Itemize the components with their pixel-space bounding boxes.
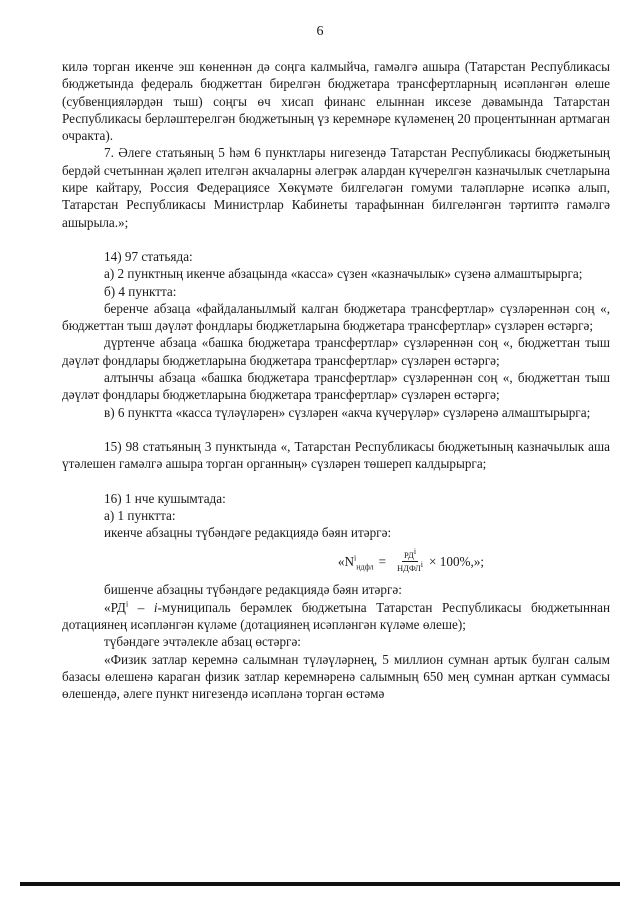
paragraph-15: «$РД^i$ – i-муниципаль берәмлек бюджетына Татарстан Республикасы бюджетыннан дотациянең исәпләнгән күләме (дотациянең исәпләнгән күләме өлеше);	[62, 599, 611, 633]
paragraph-13: икенче абзацны түбәндәге редакциядә бәян итәргә:	[104, 525, 392, 541]
paragraph-7: дүртенче абзаца «башка бюджетара трансфертлар» сүзләреннән соң «, бюджеттан тыш дәүләт фондлары бюджетларына бюджетара трансфертлар» сүзләрен өстәргә;	[62, 335, 610, 368]
paragraph-12: а) 1 пунктта:	[104, 507, 176, 523]
paragraph-4: а) 2 пунктның икенче абзацында «касса» сүзен «казначылык» сүзенә алмаштырырга;	[104, 266, 583, 282]
paragraph-11: 16) 1 нче кушымтада:	[104, 490, 226, 506]
formula-tail: × 100%,»;	[429, 553, 485, 569]
paragraph-3: 14) 97 статьяда:	[104, 248, 193, 264]
paragraph-14: бишенче абзацны түбәндәге редакциядә бәян итәргә:	[104, 582, 402, 598]
paragraph-10: 15) 98 статьяның 3 пунктында «, Татарстан Республикасы бюджетының казначылык аша үтәлешен гамәлгә ашыра торган органның» сүзләрен төшереп калдырырга;	[62, 438, 610, 472]
formula-lhs: «$N^i_{ндфл}$	[337, 553, 374, 572]
paragraph-1: килә торган икенче эш көненнән дә соңга калмыйча, гамәлгә ашыра (Татарстан Республикасы бюджетында федераль бюджеттан бирелгән бюджетара трансфертларның исәпләнгән өлеше (субвенцияләрдән тыш) соңгы өч хисап финанс елыннан иксезе дәвамында Татарстан Республикасы берләштерелгән бюджетының үз керемнәре күләменең 20 процентыннан артмаган очракта).	[62, 59, 610, 144]
paragraph-8: алтынчы абзаца «башка бюджетара трансфертлар» сүзләреннән соң «, бюджеттан тыш дәүләт фондлары бюджетларына бюджетара трансфертлар» сүзләрен өстәргә;	[62, 370, 610, 403]
page-bottom-rule	[20, 882, 620, 886]
formula-fraction	[395, 547, 425, 573]
paragraph-9: в) 6 пунктта «касса түләүләрен» сүзләрен «акча күчерүләр» сүзләренә алмаштырырга;	[104, 404, 591, 420]
paragraph-6: беренче абзаца «файдаланылмый калган бюджетара трансфертлар» сүзләреннән соң «, бюджеттан тыш дәүләт фондлары бюджетларына бюджетара трансфертлар» сүзләрен өстәргә;	[62, 300, 610, 334]
document-body	[62, 58, 610, 703]
formula-denominator: НДФЛ$^i$	[397, 560, 424, 573]
paragraph-17: «Физик затлар керемнә салымнан түләүләрнең, 5 миллион сумнан артык булган салым базасы өлешенә караган физик затлар керемнәренә салымның 650 мең сумнан арткан суммасы өлешендә, әлеге пункт нигезендә исәпләнә торган өстәмә	[62, 651, 610, 702]
paragraph-2: 7. Әлеге статьяның 5 һәм 6 пунктлары нигезендә Татарстан Республикасы бюджетының бердәй счетыннан җәлеп ителгән акчаларны әлегрәк алардан күчерелгән казначылык счетларына кире кайтару, Россия Федерациясе Хөкүмәте билгеләгән гомуми таләпләрне исәпкә алып, Татарстан Республикасы Министрлар Кабинеты тарафыннан билгеләнгән тәртиптә гамәлгә ашырыла.»;	[62, 145, 610, 230]
page-number: 6	[316, 24, 324, 39]
paragraph-5: б) 4 пунктта:	[104, 283, 177, 299]
paragraph-16: түбәндәге эчтәлекле абзац өстәргә:	[104, 634, 301, 650]
formula-equals: =	[378, 553, 387, 569]
formula-numerator: $РД^i$	[403, 547, 417, 560]
formula	[62, 541, 610, 581]
